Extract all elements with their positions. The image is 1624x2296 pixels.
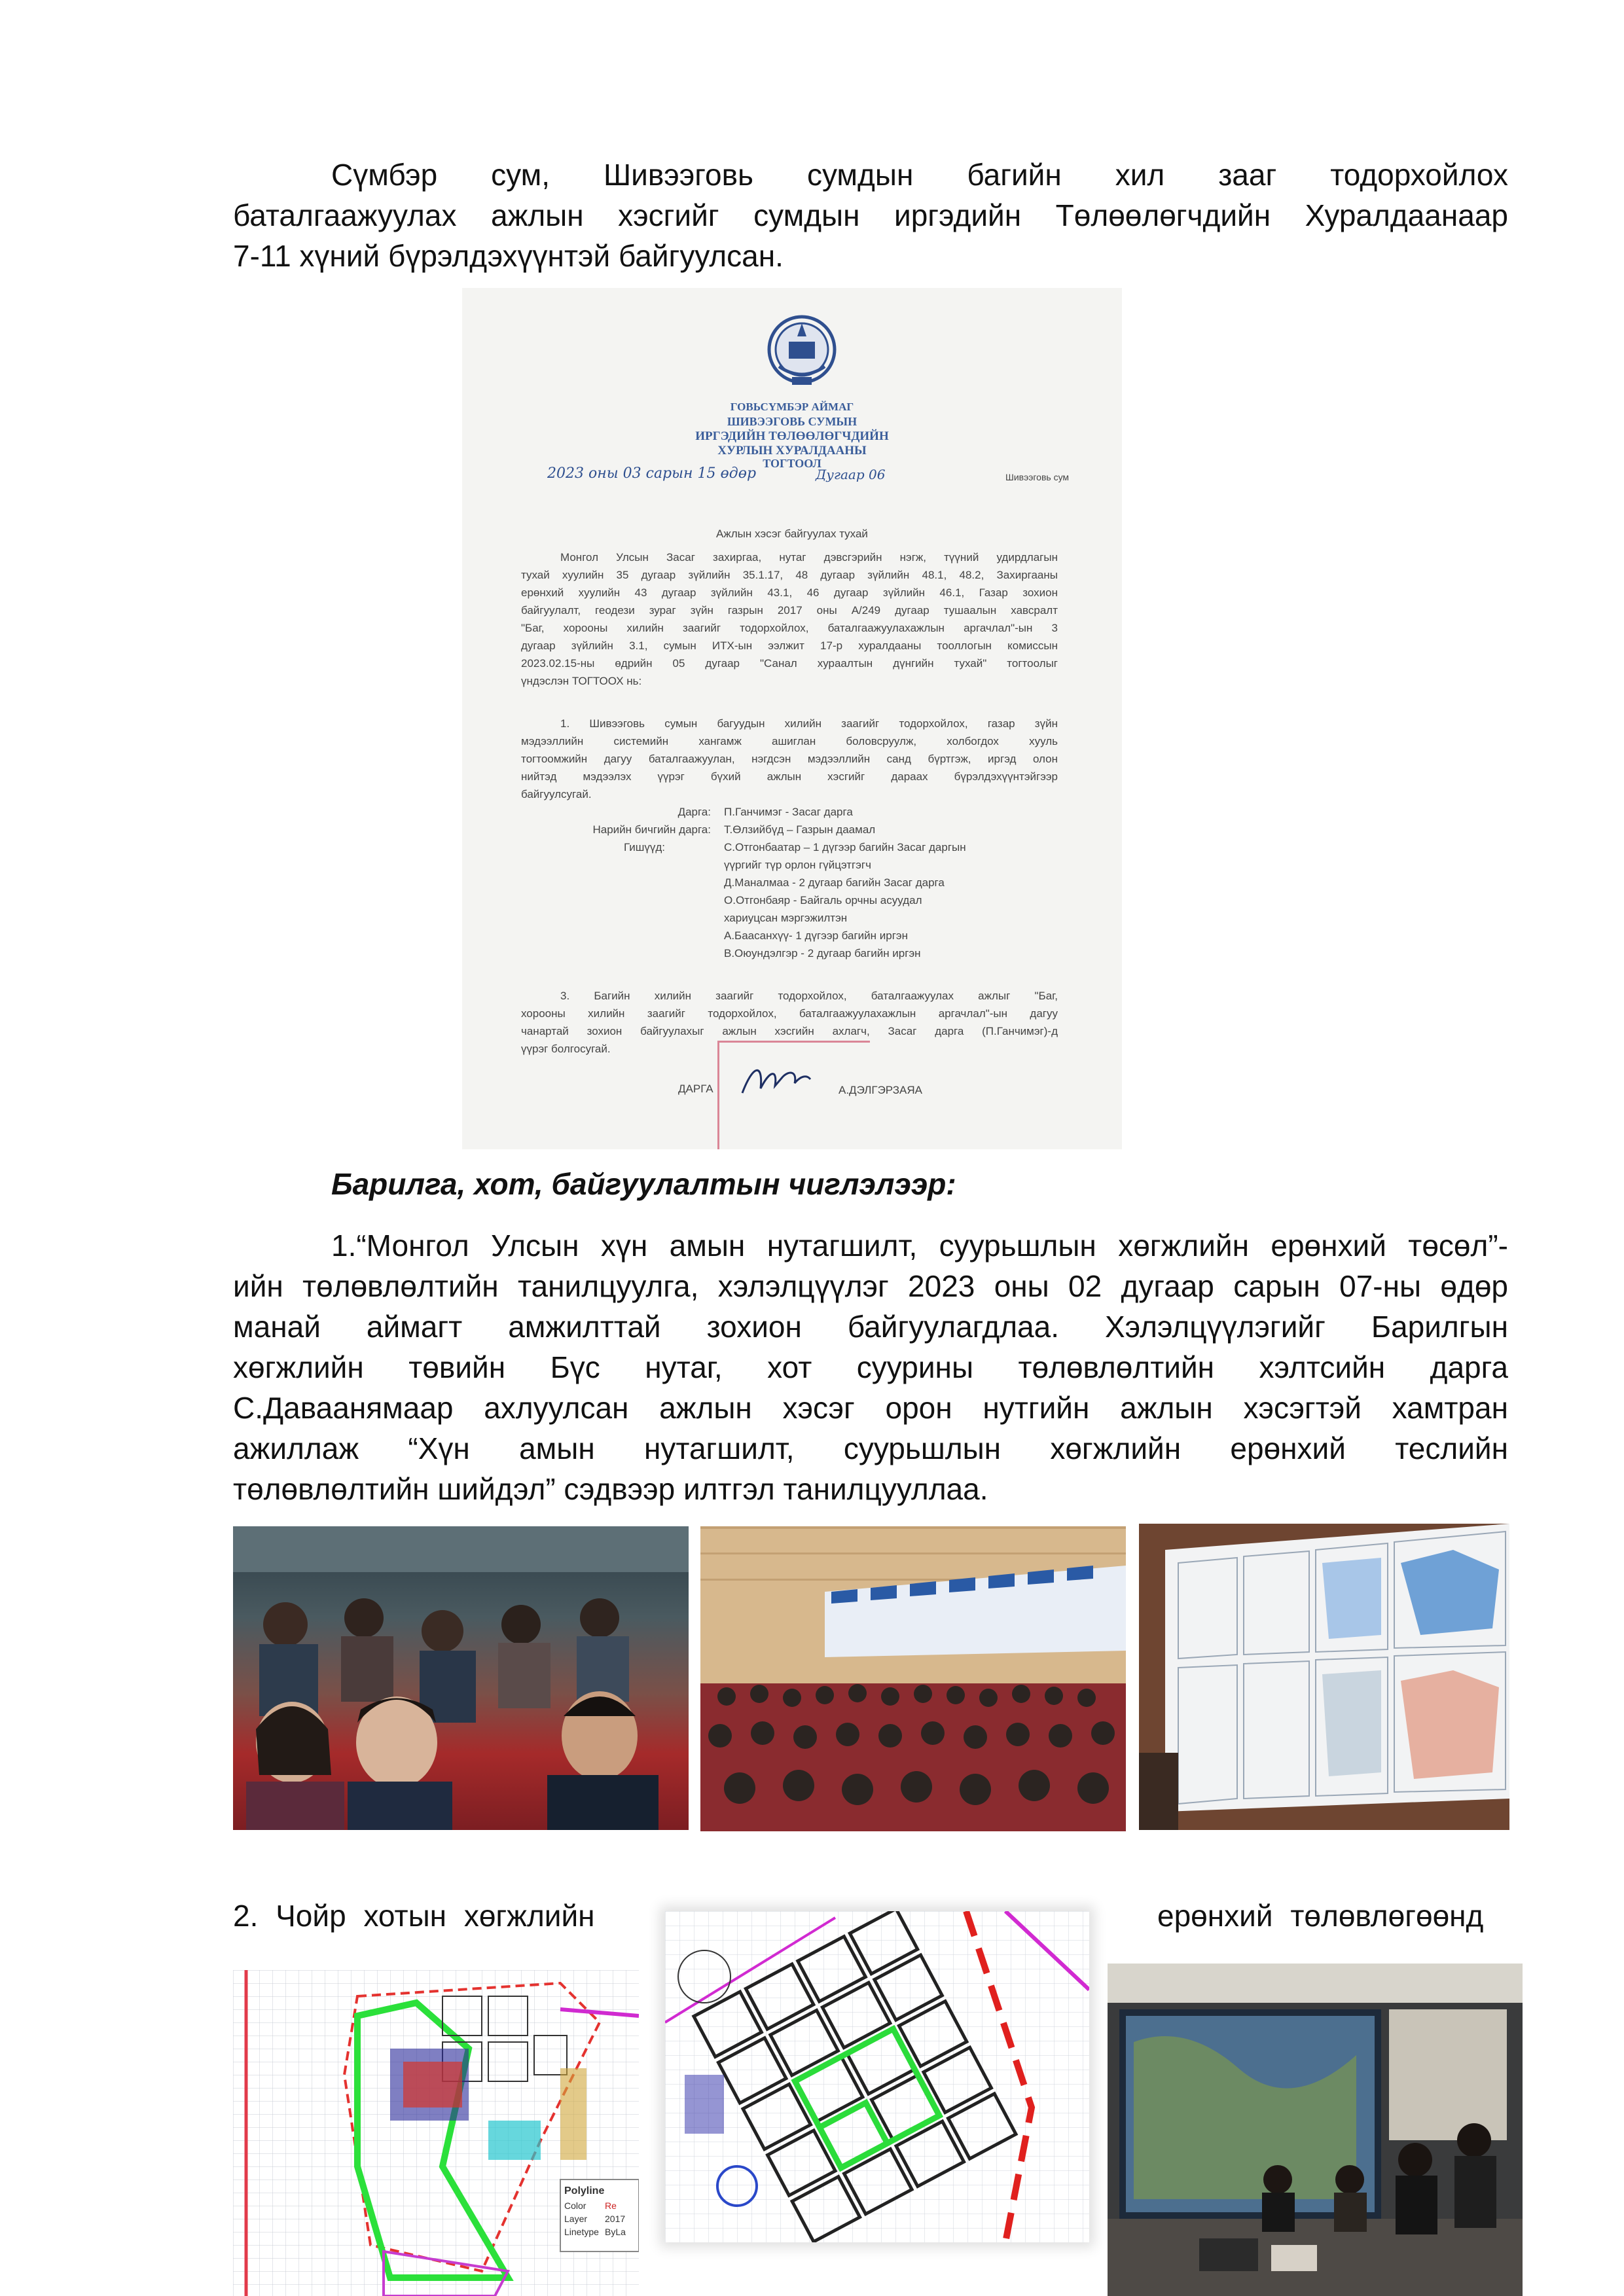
item1-line: байгуулсугай. bbox=[521, 788, 592, 800]
popup-key: Layer bbox=[564, 2214, 588, 2224]
para1-line: ийн төлөвлөлтийн танилцуулга, хэлэлцүүлэг 2023 оны 02 дугаар сарын 07-ны өдөр bbox=[233, 1269, 1508, 1303]
org-line: ХУРЛЫН ХУРАЛДААНЫ bbox=[717, 444, 867, 457]
map-popup-title: Polyline bbox=[564, 2185, 605, 2197]
para1-line: хөгжлийн төвийн Бүс нутаг, хот суурины төлөвлөлтийн хэлтсийн дарга bbox=[233, 1350, 1508, 1384]
para1-line: манай аймагт амжилттай зохион байгуулагдлаа. Хэлэлцүүлэгийг Барилгын bbox=[233, 1310, 1508, 1344]
stamp-edge bbox=[717, 1041, 870, 1149]
para1-line: ажиллаж “Хүн амын нутагшилт, суурьшлын хөгжлийн ерөнхий теслийн bbox=[233, 1431, 1508, 1465]
body-line: ерөнхий хуулийн 43 дугаар зүйлийн 43.1, 46 дугаар зүйлийн 46.1, Газар зохион bbox=[521, 586, 1058, 599]
org-line: ТОГТООЛ bbox=[763, 457, 821, 470]
member-name: хариуцсан мэргэжилтэн bbox=[724, 912, 848, 924]
map-popup bbox=[564, 2185, 636, 2238]
map-detail-plan bbox=[665, 1911, 1089, 2242]
resolution-place: Шивээговь сум bbox=[1005, 472, 1070, 482]
body-line: үндэслэн ТОГТООХ нь: bbox=[521, 675, 642, 687]
photo-maps-exhibition bbox=[1139, 1524, 1509, 1830]
photo-audience-closeup bbox=[233, 1526, 689, 1830]
members-list bbox=[521, 803, 1058, 962]
popup-val: 2017 bbox=[605, 2214, 626, 2224]
item1-line: тогтоомжийн дагуу баталгаажуулан, нэгдсэн мэдээллийн санд бүртгэж, иргэд олон bbox=[521, 753, 1058, 765]
intro-line: 7-11 хүний бүрэлдэхүүнтэй байгуулсан. bbox=[233, 239, 784, 273]
sign-label: ДАРГА bbox=[678, 1083, 713, 1095]
item1-line: 1. Шивээговь сумын багуудын хилийн заагийг тодорхойлох, газар зүйн bbox=[560, 717, 1058, 730]
popup-key: Color bbox=[564, 2200, 586, 2211]
body-line: байгуулалт, геодези зураг зүйн газрын 2017 оны А/249 дугаар тушаалын хавсралт bbox=[521, 604, 1058, 617]
member-role: Дарга: bbox=[677, 806, 711, 818]
section-heading: Барилга, хот, байгуулалтын чиглэлээр: bbox=[331, 1167, 956, 1201]
item1-line: мэдээллийн системийн хангамж ашиглан боловсруулж, холбогдох хууль bbox=[521, 735, 1058, 747]
popup-val: ByLa bbox=[605, 2227, 626, 2237]
member-name: П.Ганчимэг - Засаг дарга bbox=[724, 806, 853, 818]
body-line: 2023.02.15-ны өдрийн 05 дугаар "Санал хураалтын дүнгийн тухай" тогтоолыг bbox=[521, 657, 1058, 670]
org-line: ШИВЭЭГОВЬ СУМЫН bbox=[727, 415, 857, 428]
org-line: ГОВЬСҮМБЭР АЙМАГ bbox=[730, 401, 854, 413]
resolution-body bbox=[521, 548, 1058, 690]
item3-line: үүрэг болгосугай. bbox=[521, 1043, 611, 1055]
intro-line: баталгаажуулах ажлын хэсгийг сумдын иргэдийн Төлөөлөгчдийн Хуралдаанаар bbox=[233, 198, 1508, 232]
member-name: Д.Маналмаа - 2 дугаар багийн Засаг дарга bbox=[724, 876, 945, 889]
photo-meeting-room bbox=[1108, 1964, 1523, 2296]
member-name: С.Отгонбаатар – 1 дүгээр багийн Засаг даргын bbox=[724, 841, 966, 853]
sign-name: А.ДЭЛГЭРЗАЯА bbox=[839, 1084, 922, 1096]
body-line: дугаар зүйлийн 3.1, сумын ИТХ-ын ээлжит 17-р хуралдааны тооллогын комиссын bbox=[521, 639, 1058, 652]
resolution-subject: Ажлын хэсэг байгуулах тухай bbox=[716, 528, 868, 540]
body-line: "Баг, хорооны хилийн заагийг тодорхойлох, баталгаажуулахажлын аргачлал"-ын 3 bbox=[521, 622, 1058, 634]
popup-val: Re bbox=[605, 2200, 617, 2211]
body-line: Монгол Улсын Засаг захиргаа, нутаг дэвсгэрийн нэгж, түүний удирдлагын bbox=[560, 551, 1058, 564]
popup-key: Linetype bbox=[564, 2227, 599, 2237]
para1-line: төлөвлөлтийн шийдэл” сэдвээр илтгэл танилцууллаа. bbox=[233, 1472, 988, 1506]
map-master-plan bbox=[233, 1970, 639, 2296]
photo-conference-hall bbox=[700, 1526, 1126, 1831]
intro-line: Сүмбэр сум, Шивээговь сумдын багийн хил зааг тодорхойлох bbox=[331, 158, 1508, 192]
para2-start: 2. Чойр хотын хөгжлийн bbox=[233, 1899, 595, 1933]
member-name: үүргийг түр орлон гүйцэтгэгч bbox=[724, 859, 871, 871]
member-name: О.Отгонбаяр - Байгаль орчны асуудал bbox=[724, 894, 922, 906]
member-name: В.Оюундэлгэр - 2 дугаар багийн иргэн bbox=[724, 947, 921, 960]
item3-line: хорооны хилийн заагийг тодорхойлох, баталгаажуулахажлын аргачлал"-ын дагуу bbox=[521, 1007, 1058, 1020]
item3-line: чанартай зохион байгуулахыг ажлын хэсгийн ахлагч, Засаг дарга (П.Ганчимэг)-д bbox=[521, 1025, 1058, 1037]
item1-line: нийтэд мэдээлэх үүрэг бүхий ажлын хэсгийг дараах бүрэлдэхүүнтэйгээр bbox=[521, 770, 1058, 783]
body-line: тухай хуулийн 35 дугаар зүйлийн 35.1.17, 48 дугаар зүйлийн 48.1, 48.2, Захиргааны bbox=[521, 569, 1058, 581]
state-emblem-icon bbox=[766, 314, 838, 387]
member-role: Гишүүд: bbox=[623, 841, 665, 853]
resolution-item-1 bbox=[521, 715, 1058, 803]
org-line: ИРГЭДИЙН ТӨЛӨӨЛӨГЧДИЙН bbox=[695, 429, 889, 443]
item3-line: 3. Багийн хилийн заагийг тодорхойлох, баталгаажуулах ажлыг "Баг, bbox=[560, 990, 1058, 1002]
resolution-number: Дугаар 06 bbox=[816, 467, 886, 482]
para1-line: С.Даваанямаар ахлуулсан ажлын хэсэг орон нутгийн ажлын хэсэгтэй хамтран bbox=[233, 1391, 1508, 1425]
intro-paragraph bbox=[233, 154, 1508, 276]
para2-end: ерөнхий төлөвлөгөөнд bbox=[1157, 1899, 1484, 1933]
para1-line: 1.“Монгол Улсын хүн амын нутагшилт, суурьшлын хөгжлийн ерөнхий төсөл”- bbox=[331, 1229, 1508, 1263]
member-name: Т.Өлзийбүд – Газрын даамал bbox=[724, 823, 876, 836]
member-name: А.Баасанхүү- 1 дүгээр багийн иргэн bbox=[724, 929, 908, 942]
paragraph-1 bbox=[233, 1225, 1508, 1509]
scanned-resolution-document bbox=[462, 288, 1122, 1149]
resolution-date: 2023 оны 03 сарын 15 өдөр bbox=[547, 465, 757, 482]
member-role: Нарийн бичгийн дарга: bbox=[592, 823, 711, 836]
